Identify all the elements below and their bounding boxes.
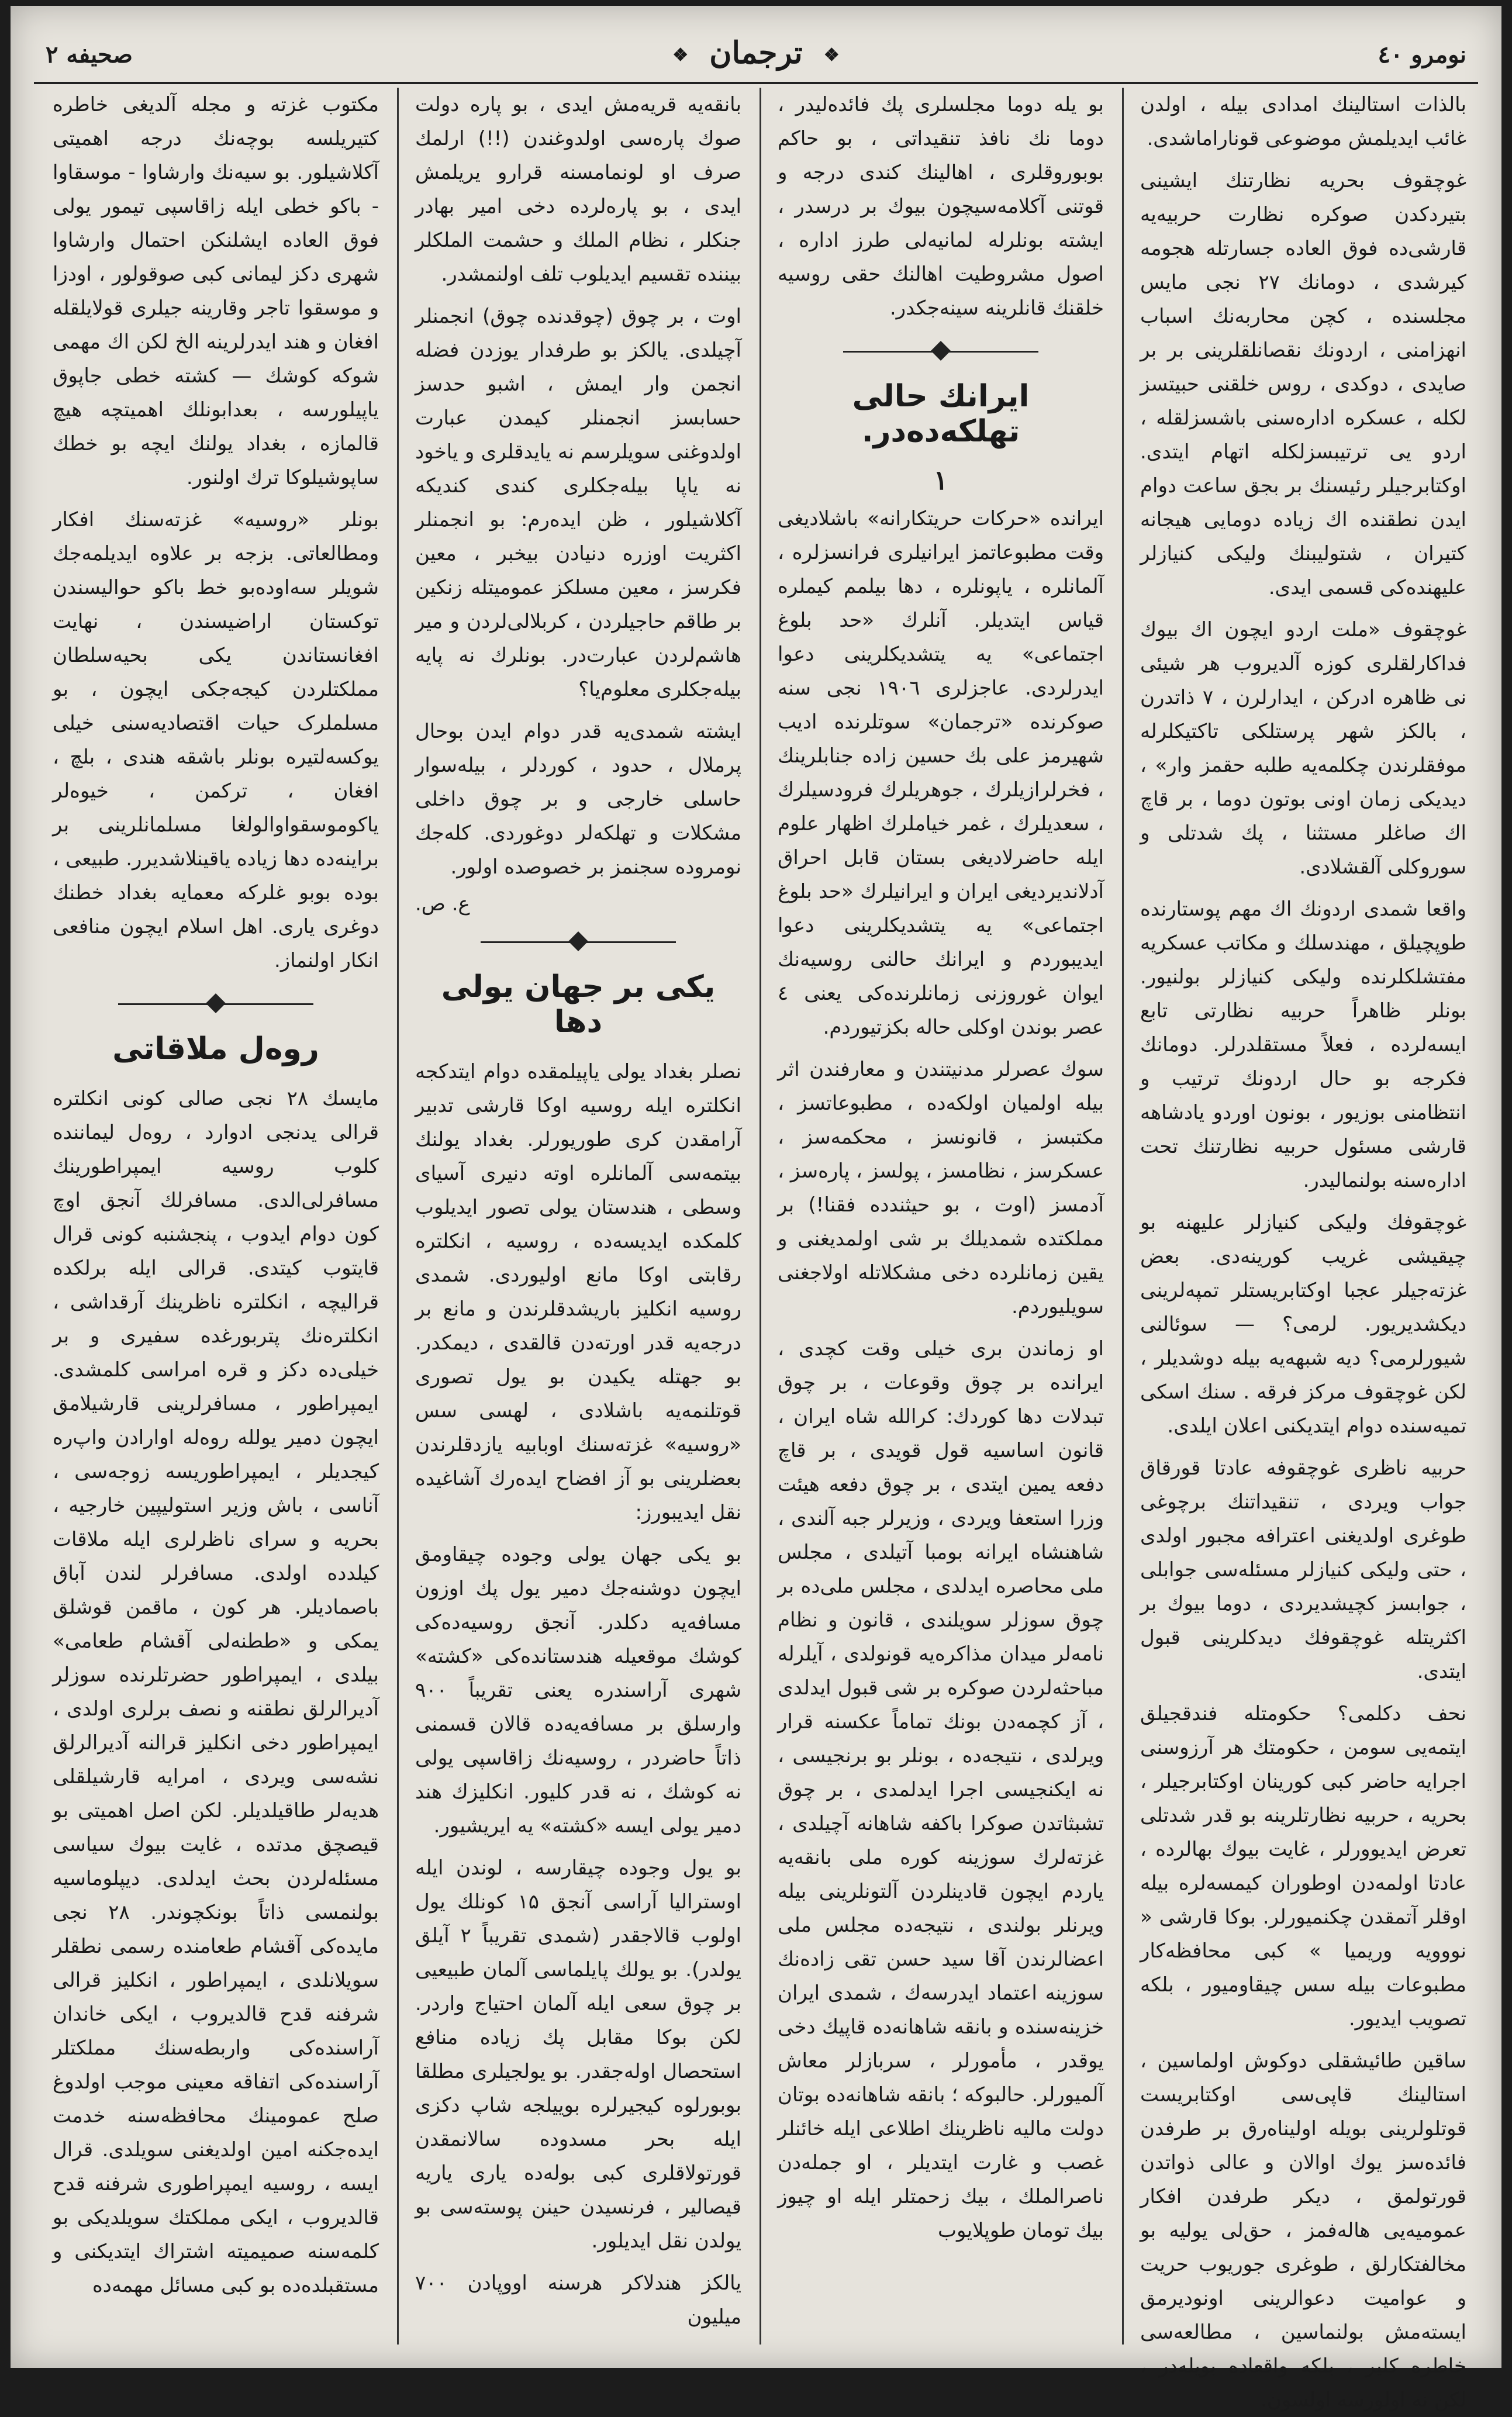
paragraph: نصلر بغداد یولی یاپیلمقده دوام ایتدکجه انکلتره ایله روسیه اوکا قارشی تدبیر آرامقدن کری طوریورلر. بغداد یولنك بیتمه‌سی آلمانلره اوته دنیری آسیای وسطی ، هندستان یولی تصور ایدیلوب کلمکده ایدیسه‌ده ، روسیه ، انکلتره رقابتی اوکا مانع اولیوردی. شمدی روسیه انکلیز باریشدقلرندن و مانع بر درجه‌یه قدر اورته‌دن قالقدی ، دیمکدر. بو جهتله یکیدن بو یول تصوری قوتلنمه‌یه باشلادی ، لهسی سس «روسیه» غزته‌سنك اوبابیه یازدقلرندن بعضلرینی بو آز افضاح ایدەرك آشاغیده نقل ایدیبورز: <box>415 1060 741 1524</box>
article-heading: ایرانك حالی تهلکه‌ده‌در. <box>852 379 1030 449</box>
column-rule <box>397 88 399 2345</box>
paragraph: نحف دکلمی؟ حکومتله فندقجیلق ایتمه‌یی سومن ، حکومتك هر آرزوسنی اجرایه حاضر کبی کورینان اوکتابرجیلر ، بحریه ، حربیه نظارتلرینه بو قدر شدتلی تعرض ایدیوورلر ، غایت بیوك بهالرده ، عادتا اولمه‌دن اوطوران کیمسه‌لره بیله اوقلر آتمقدن چکنمیورلر. بوکا قارشی « نووویه وریمیا » کبی محافظه‌کار مطبوعات بیله سس چیقاومیور ، بلکه تصویب ایدیور. <box>1140 1702 1466 2031</box>
paragraph: بونلر «روسیه» غزته‌سنك افکار ومطالعاتی. بزجه بر علاوه ایدیلمه‌جك شویلر سه‌اوده‌بو خط باکو حوالیسندن توکستان اراضیسندن ، نهایت افغانستاندن یکی بحیه‌سلطان مملکتلردن کیجه‌جکی ایچون ، بو مسلملرک حیات اقتصادیه‌سنی خیلی یوکسه‌لتیرە بونلر باشقه هندی ، بلچ ، افغان ، ترکمن ، خیوه‌لر یاکوموسقواوالولغا مسلمانلرینی بر براینه‌ده دها زیاده یاقینلاشدیرر. طبیعی ، بوده بوبو غلرکه معمایه بغداد خطنك دوغری یاری. اهل اسلام ایچون منافعی انکار اولنماز. <box>53 508 379 972</box>
masthead <box>662 35 850 71</box>
diamond-icon <box>931 341 951 361</box>
paragraph: غوچقوفك ولیکی کنیازلر علیهنه بو چیقیشی غریب کورینه‌دی. بعض غزته‌جیلر عجبا اوکتابریستلر تمپەلرینی دیکشدیریور. لرمی؟ — سوئالنی شیورلرمی؟ دیه شبهه‌یه بیله دوشدیلر ، لکن غوچقوف مرکز فرقه . سنك اسکی تمیەسنده دوام ایتدیکنی اعلان ایلدی. <box>1140 1211 1466 1438</box>
paragraph: او زماندن بری خیلی وقت کچدی ، ایرانده بر چوق وقوعات ، بر چوق تبدلات دها کوردك: کرالله شاه ایران ، قانون اساسیه قول قویدی ، بر قاچ دفعه یمین ایتدی ، بر چوق دفعه هیئت وزرا استعفا ویردی ، وزیرلر جبه آلندی ، شاهنشاه ایرانه بومبا آتیلدی ، مجلس ملی محاصره ایدلدی ، مجلس ملی‌ده بر چوق سوزلر سویلندی ، قانون و نظام نامه‌لر میدان مذاکره‌یه قونولدی ، آیلرله مباحثه‌لردن صوکره بر شی قبول ایدلدی ، آز کچمه‌دن بونك تماماً عکسنه قرار ویرلدی ، نتیجه‌ده ، بونلر بو برنجیسی ، نه ایکنجیسی اجرا ایدلمدی ، بر چوق تشبثاتدن صوکرا باکفه شاهانه آچیلدی ، غزته‌لرك سوزینه کوره ملی بانقه‌یه یاردم ایچون قادینلردن آلتونلرینی بیله ویرنلر بولندی ، نتیجه‌ده مجلس ملی اعضالرندن آقا سید حسن تقی زاده‌نك سوزینه اعتماد ایدرسه‌ك ، شمدی ایران خزینه‌سنده و بانقه شاهانه‌ده قاپیك دخی یوقدر ، مأمورلر ، سربازلر معاش آلمیورلر. حالبوکه ؛ بانقه شاهانه‌ده بوتان دولت مالیه ناظرینك اطلاعی ایله خائنلر غصب و غارت ایتدیلر ، او جمله‌دن ناصرالملك ، بیك زحمتلر ایله او چیوز بیك تومان طوپلایوب <box>778 1337 1104 2242</box>
newspaper-page <box>11 6 1501 2412</box>
paragraph: ایشته شمدی‌یه قدر دوام ایدن بوحال پرملال ، حدود ، کوردلر ، بیله‌سوار حاسلی خارجی و بر چوق داخلی مشکلات و تهلکه‌لر دوغوردی. کله‌جك نومروده سجنمز بر خصوصده اولور. <box>415 720 741 879</box>
masthead-title: ترجمان <box>709 35 803 71</box>
paragraph: غوچقوف «ملت اردو ایچون اك بیوك فداکارلقلری کوزه آلدیروب هر شیئی نی ظاهره ادرکن ، ایدارلرن ، ۷ ذاتدرن ، بالکز شهر پرستلکی تاکتیکلرله موفقلرندن چکلمه‌یه طلبه حقمز وار» ، دیدیکی زمان اونی بوتون دوما ، بر قاچ اك صاغلر مستثنا ، پك شدتلی و سوروکلی آلقشلادی. <box>1140 618 1466 879</box>
page-header <box>34 29 1478 84</box>
article-columns <box>34 88 1478 2412</box>
paragraph: یالکز هندلاکر هرسنه اووپادن ۷۰۰ میلیون <box>415 2271 741 2329</box>
page-number: صحیفه ۲ <box>46 41 133 68</box>
column-2 <box>766 88 1116 2345</box>
paragraph: ساقین طائیشقلی دوکوش اولماسین ، استالینك قاپی‌سی اوکتابریست قوتلولرینی بویله اولیناه‌رق بر طرفدن فائده‌سز یوك اوالان و عالی ذواتدن قورتولمق ، دیکر طرفدن افکار عمومیه‌یی هاله‌فمز ، حق‌لی یولیه بو مخالفتکارلق ، طوغری جوریوب حریت و عوامیت دعوالرینی اونودیرمق ایسته‌مش بولنماسین ، مطالعه‌سی خاطره کلیر ، بلکه واقعاده بویله‌در ، لکن نه اولورسه اولسون. <box>1140 2049 1466 2412</box>
column-rule <box>760 88 761 2345</box>
paragraph: حربیه ناظری غوچقوفه عادتا قورقاق جواب ویردی ، تنقیداتنك برچوغی طوغری اولدیغنی اعترافه مجبور اولدی ، حتی ولیکی کنیازلر مسئله‌سی جوابلی ، جوابسز کچیشدیردی ، دوما بیوك بر اکثریتله غوچقوفك دیدکلرینی قبول ایتدی. <box>1140 1456 1466 1683</box>
diamond-icon <box>206 993 226 1013</box>
paragraph: سوك عصرلر مدنیتندن و معارفندن اثر بیله اولمیان اولکه‌ده ، مطبوعاتسز ، مکتبسز ، قانونسز ، محکمه‌سز ، عسکرسز ، نظامسز ، پولسز ، پاره‌سز ، آدمسز (اوت ، بو حیثندده فقنا!) بر مملکتده شمدیلك بر شی اولمدیغنی و یقین زمانلرده دخی مشکلاتله اولاجغنی سویلیوردم. <box>778 1058 1104 1318</box>
section-divider <box>53 989 379 1018</box>
column-1 <box>1128 88 1478 2412</box>
paragraph: ایرانده «حرکات حریتکارانه» باشلادیغی وقت مطبوعاتمز ایرانیلری فرانسزلره ، آلمانلره ، یاپونلره ، دها بیلمم کیملره قیاس ایتدیلر. آنلرك «حد بلوغ اجتماعی» یه یتشدیکلرینی دعوا ایدرلردی. عاجزلری ۱۹۰٦ نجی سنه صوکرنده «ترجمان» سوتلرنده ادیب شهیرمز علی بك حسین زاده جنابلرینك ، فخرلرازیلرك ، جوهریلرك فرودسیلرك ، سعدیلرك ، غمر خیاملرك اظهار علوم ایله حاضرلادیغی بستان قابل احراق آدلاندیردیغی ایران و ایرانیلرك «حد بلوغ اجتماعی» یه یتشدیکلرینی دعوا ایدیبوردم و ایرانك حالنی روسیه‌نك ایوان غوروزنی زمانلرنده‌کی یعنی ٤ عصر بوندن اوکلی حاله بکزتیوردم. <box>778 507 1104 1039</box>
section-divider <box>778 337 1104 366</box>
issue-number: نومرو ٤٠ <box>1378 41 1466 68</box>
column-4 <box>41 88 391 2345</box>
paragraph: اوت ، بر چوق (چوقدنده چوق) انجمنلر آچیلدی. یالکز بو طرفدار یوزدن فضله انجمن وار ایمش ، اشبو حدسز حسابسز انجمنلر کیمدن عبارت اولدوغنی سویلرسم نه یایدقلری و یاخود نه یاپا بیله‌جکلری کندی کندیکه آکلاشیلور ، ظن ایدەرم: بو انجمنلر اکثریت اوزره دنیادن بیخبر ، معین فکرسز ، معین مسلکز عمومیتله زنکین بر طاقم حاجیلردن ، کربلالی‌لردن و میر هاشم‌لردن عبارت‌در. بونلرك نه پایه بیله‌جکلری معلوم‌یا؟ <box>415 305 741 701</box>
section-divider <box>415 927 741 957</box>
paragraph: بو یله دوما مجلسلری پك فائده‌لیدر ، دوما نك نافذ تنقیداتی ، بو حاکم بوبوروقلری ، اهالینك کندی درجه و قوتنی آکلامه‌سیچون بیوك بر درسدر ، ایشته بونلرله لمانیه‌لی طرز اداره ، اصول مشروطیت اهالنك حقی روسیه خلقنك قانلرینه سینه‌جکدر. <box>778 93 1104 320</box>
paragraph: بو یکی جهان یولی وجوده چیقاومق ایچون دوشنه‌جك دمیر یول پك اوزون مسافه‌یه دکلدر. آنجق روسیه‌ده‌کی کوشك موقعیله هندستانده‌کی «کشته» شهری آراسندره یعنی تقریباً ۹۰۰ وارسلق بر مسافه‌یه‌ده قالان قسمنی ذاتاً حاضردر ، روسیه‌نك زاقاسپی یولی نه کوشك ، نه قدر کلیور. انکلیزك هند دمیر یولی ایسه «کشته» یه ایریشیور. <box>415 1543 741 1838</box>
article-heading: روەل ملاقاتی <box>112 1031 319 1066</box>
paragraph: واقعا شمدی اردونك اك مهم پوستارندە طوپچیلق ، مهندسلك و مکاتب عسکریه مفتشلکلرنده ولیکی کنیازلر بولنیور. بونلر ظاهراً حربیه نظارتی تابع ایسه‌لرده ، فعلاً مستقلدرلر. دومانك فکرجه بو حال اردونك ترتیب و انتظامنی بوزیور ، بونون اوردو یادشاهه قارشی مسئول حربیه نظارتنك تحت ادارەسنه بولنمالیدر. <box>1140 897 1466 1192</box>
column-3 <box>403 88 753 2345</box>
paragraph: بو یول وجوده چیقارسه ، لوندن ایله اوسترالیا آراسی آنجق ۱۵ کونلك یول اولوب قالاجقدر (شمدی تقریباً ۲ آیلق یولدر). بو یولك پایلماسی آلمان طبیعیی بر چوق سعی ایله آلمان احتیاج واردر. لکن بوکا مقابل پك زیاده منافع استحصال اوله‌جقدر. بو یولجیلری مطلقا بوبورلوه کیجیرلره بوییلجه شاپ دکزی ایله بحر مسدوده سالانمقدن قورتولاقلری کبی بوله‌ده یاری یاریه قیصالیر ، فرنسیدن حینن پوسته‌سی بو یولدن نقل ایدیلور. <box>415 1856 742 2253</box>
paragraph: غوچقوف بحریه نظارتنك ایشینی بتیردکدن صوکره نظارت حربیه‌یه قارشی‌ده فوق العاده جسارتله هجومه کیرشدی ، دومانك ۲۷ نجی مایس مجلسنده ، کچن محاربه‌نك اسباب انهزامنی ، اردونك نقصانلقلرینی بر بر صایدی ، دوکدی ، روس خلقنی حبیتسز لکله ، عسکره ادارەسنی باشسزلقله ، اردو یی ترتیبسزلکله اتهام ایتدی. اوکتابرجیلر رئیسنك بر بجق ساعت دوام ایدن نطقنده اك زیاده دومایی هیجانه کتیران ، شتولیبنك ولیکی کنیازلر علیهنده‌کی قسمی ایدی. <box>1140 169 1466 599</box>
paragraph: بانقه‌یه قریەمش ایدی ، بو پاره دولت صوك پاره‌سی اولدوغندن (!!) ارلمك صرف او لونمامسنه قرارو یریلمش ایدی ، بو پاره‌لرده دخی امیر بهادر جنکلر ، نظام الملك و حشمت الملکلر بیننده تقسیم ایدیلوب تلف اولنمشدر. <box>415 93 741 286</box>
column-rule <box>1122 88 1124 2345</box>
paragraph: مکتوب غزته و مجله آلدیغی خاطره کتیریلسه بوچه‌نك درجه اهمیتی آکلاشیلور. بو سیەنك وارشاوا - موسقاوا - باکو خطی ایله زاقاسپی تیمور یولی فوق العاده ایشلنکن احتمال وارشاوا شهری دکز لیمانی کبی صوقولور ، اودزا و موسقوا تاجر وقارینه جیلری قولایلقله افغان و هند ایدرلرینه الخ لکن اك مهمی شوکه کوشك — کشته خطی جاپوق یاپیلورسه ، بعدابونلك اهمیتچه هیچ قالمازه ، بغداد یولنك ایچه بو خطك ساپوشیلوکا ترك اولنور. <box>53 93 379 489</box>
ornament-icon: ❖ <box>672 45 689 65</box>
author-signature: ع. ص. <box>415 892 470 916</box>
article-heading: یکی بر جهان یولی دها <box>441 969 716 1040</box>
paragraph: مایسك ۲۸ نجی صالی کونی انکلتره قرالی یدنجی ادوارد ، روەل لیماننده کلوب روسیه ایمپراطورینك مسافرلی‌الدی. مسافرلك آنجق اوچ کون دوام ایدوب ، پنجشنبه کونی قرال قایتوب کیتدی. قرالی ایله برلکده قرالیچه ، انکلتره ناظرینك آرقداشی ، انکلتره‌نك پتربورغده سفیری و بر خیلی‌ده دکز و قره امراسی کلمشدی. ایمپراطور ، مسافرلرینی قارشیلامق ایچون دمیر یولله روەله اوارادن واپ‌ره کیجدیلر ، ایمپراطوریسه زوجه‌سی ، آناسی ، باش وزیر استولیپین خارجیه ، بحریه و سرای ناظرلری ایله ملاقات کیلدده اولدی. مسافرلر لندن آباق باصماديلر. هر کون ، ماقمن قوشلق یمکی و «ططنه‌لی آقشام طعامی» بیلدی ، ایمپراطور حضرتلرنده سوزلر آدیرالرلق نطقنه و نصف برلری اولدی ، ایمپراطور دخی انکلیز قرالنه آدیرالرلق نشه‌سی ویردی ، امرایه قارشیلقلی هدیەلر طاقیلدیلر. لکن اصل اهمیتی بو قیصچق مدتده ، غایت بیوك سیاسی مسئلەلردن بحث ایدلدی. دیپلوماسیه بولنمسی ذاتاً بونکچوندر. ۲۸ نجی مایده‌کی آقشام طعامنده رسمی نطقلر سویلانلدی ، ایمپراطور ، انکلیز قرالی شرفنه قدح قالدیروب ، ایکی خاندان آراسنده‌کی واربطه‌سنك مملکتلر آراسنده‌کی اتفاقه معینی موجب اولدوغ صلح عمومینك محافظه‌سنه خدمت ایده‌جکنه امین اولدیغنی سویلدی. قرال ایسه ، روسیه ایمپراطوری شرفنه قدح قالدیروب ، ایکی مملکتك سویلدیکی بو کلمه‌سنه صمیمیته اشتراك ایتدیکنی و مستقبلده‌ده بو کبی مسائل مهمه‌ده <box>53 1087 379 2297</box>
diamond-icon <box>568 931 588 951</box>
section-number: ۱ <box>933 464 948 496</box>
ornament-icon: ❖ <box>823 45 840 65</box>
paragraph: بالذات استالینك امدادی بیله ، اولدن غائب ایدیلمش موضوعی قوناراماشدی. <box>1140 93 1466 150</box>
